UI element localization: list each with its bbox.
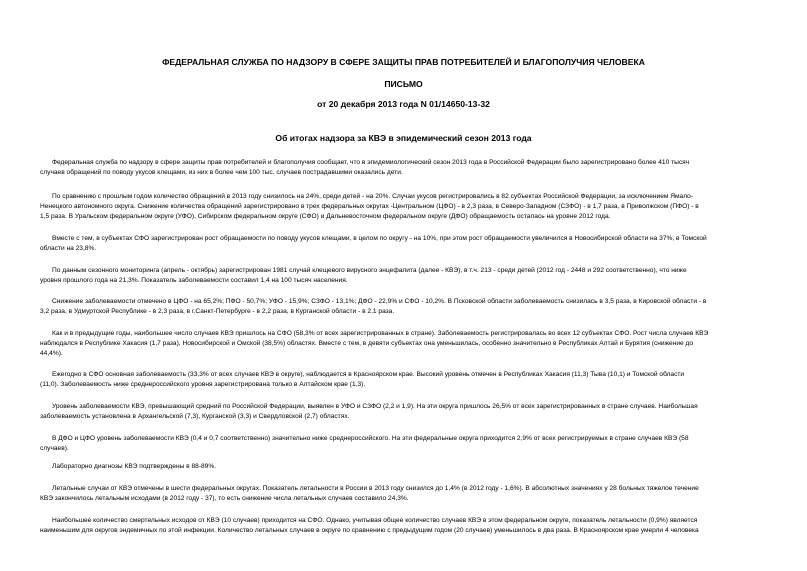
paragraph-line: В ДФО и ЦФО уровень заболеваемости КВЭ (0,4 и 0,7 соответственно) значительно ниже среднероссийского. На эти федеральные округа приходится 2,9% от всех регистрируемых в стране случаев КВЭ (58: [52, 435, 689, 442]
subject-heading: Об итогах надзора за КВЭ в эпидемический сезон 2013 года: [275, 133, 532, 143]
date-number-heading: от 20 декабря 2013 года N 01/14650-13-32: [317, 99, 490, 109]
paragraph-2: [40, 192, 807, 222]
paragraph-line: По сравнению с прошлым годом количество обращений в 2013 году снизилось на 24%, среди детей - на 20%. Случаи укусов регистрировались в 82 субъектах Российской Федерации, за исключением Ямало-: [52, 193, 693, 200]
paragraph-11: [40, 484, 807, 504]
paragraph-8: [40, 402, 807, 422]
paragraph-line: 3,2 раза, в Удмуртской Республике - в 2,3 раза, в г.Санкт-Петербурге - в 2,2 раза, в Курганской области - в 2,1 раза.: [40, 308, 395, 315]
paragraph-line: (11,0). Заболеваемость ниже среднероссийского уровня зарегистрирована только в Алтайском крае (1,3).: [40, 381, 366, 388]
paragraph-line: Ненецкого автономного округа. Снижение количества обращений зарегистрировано в трех федеральных округах -Центральном (ЦФО) - в 2,3 раза, в Северо-Западном (СЗФО) - в 1,7 раза, в Приволжском (ПФО) - в: [40, 203, 699, 210]
paragraph-line: наблюдался в Республике Хакасия (1,7 раза), Новосибирской и Омской (38,5%) областях. Вместе с тем, в девяти субъектах она уменьшилась, особенно значительно в Республиках Алтай и Бурятия (снижение до: [40, 340, 694, 347]
paragraph-line: Вместе с тем, в субъектах СФО зарегистрирован рост обращаемости по поводу укусов клещами, в целом по округу - на 10%, при этом рост обращаемости увеличился в Новосибирской области на 37%, в Томской: [52, 235, 707, 242]
agency-heading: ФЕДЕРАЛЬНАЯ СЛУЖБА ПО НАДЗОРУ В СФЕРЕ ЗАЩИТЫ ПРАВ ПОТРЕБИТЕЛЕЙ И БЛАГОПОЛУЧИЯ ЧЕЛОВЕКА: [162, 57, 645, 67]
paragraph-line: уровня прошлого года на 21,3%. Показатель заболеваемости составил 1,4 на 100 тысяч населения.: [40, 277, 348, 284]
paragraph-7: [40, 370, 807, 390]
paragraph-line: Лабораторно диагнозы КВЭ подтверждены в 88-89%.: [52, 463, 217, 470]
paragraph-6: [40, 329, 807, 359]
paragraph-9: [40, 434, 807, 454]
document-type-heading: ПИСЬМО: [384, 79, 423, 89]
paragraph-line: случаев).: [40, 445, 69, 452]
paragraph-line: Ежегодно в СФО основная заболеваемость (33,3% от всех случаев КВЭ в округе), наблюдается в Красноярском крае. Высокий уровень отмечен в Республиках Хакасия (11,3) Тыва (10,1) и Томской области: [52, 371, 685, 378]
paragraph-line: заболеваемость установлена в Архангельской (7,3), Курганской (3,3) и Свердловской (2,7) областях.: [40, 413, 350, 420]
paragraph-5: [40, 297, 807, 317]
paragraph-line: случаев обращений по поводу укусов клещами, из них в более чем 100 тыс. случаев пострадавшими оказались дети.: [40, 169, 403, 176]
paragraph-3: [40, 234, 807, 254]
paragraph-line: КВЭ закончилось летальным исходами (в 2012 году - 37), то есть снижение числа летальных случаев составило 24,3%.: [40, 495, 409, 502]
paragraph-line: По данным сезонного мониторинга (апрель - октябрь) зарегистрирован 1981 случай клещевого вирусного энцефалита (далее - КВЭ), в т.ч. 213 - среди детей (2012 год - 2448 и 292 соответственно), что ниже: [52, 267, 687, 274]
paragraph-line: Федеральная служба по надзору в сфере защиты прав потребителей и благополучия сообщает, что в эпидемиологический сезон 2013 года в Российской Федерации было зарегистрировано более 410 тысяч: [52, 159, 690, 166]
paragraph-line: наименьшим для округов эндемичных по этой инфекции. Количество летальных случаев в округе по сравнению с предыдущим годом (20 случаев) уменьшилось в два раза. В Красноярском крае умерли 4 человека: [40, 527, 699, 534]
paragraph-line: Как и в предыдущие годы, наибольшее число случаев КВЭ пришлось на СФО (58,3% от всех зарегистрированных в стране). Заболеваемость регистрировалась во всех 12 субъектах СФО. Рост числа случаев КВЭ: [52, 330, 709, 337]
paragraph-line: Летальные случаи от КВЭ отмечены в шести федеральных округах. Показатель летальности в России в 2013 году снизился до 1,4% (в 2012 году - 1,6%). В абсолютных значениях у 28 больных тяжелое течение: [52, 485, 699, 492]
paragraph-line: 44,4%).: [40, 350, 63, 357]
paragraph-line: области на 23,8%.: [40, 245, 97, 252]
paragraph-line: Уровень заболеваемости КВЭ, превышающий средний по Российской Федерации, выявлен в УФО и СЗФО (2,2 и 1,9). На эти округа пришлось 26,5% от всех зарегистрированных в стране случаев. Наибольшая: [52, 403, 698, 410]
paragraph-line: Наибольшее количество смертельных исходов от КВЭ (10 случаев) приходится на СФО. Однако, учитывая общее количество случаев КВЭ в этом федеральном округе, показатель летальности (0,9%) является: [52, 517, 698, 524]
paragraph-10: [40, 462, 807, 472]
paragraph-1: [40, 158, 807, 178]
paragraph-line: 1,5 раза. В Уральском федеральном округе (УФО), Сибирском федеральном округе (СФО) и Дальневосточном федеральном округе (ДФО) обращаемость осталась на уровне 2012 года.: [40, 213, 611, 220]
paragraph-line: Снижение заболеваемости отмечено в ЦФО - на 65,2%; ПФО - 50,7%; УФО - 15,9%; СЗФО - 13,1%; ДФО - 22,9% и СФО - 10,2%. В Псковской области заболеваемость снизилась в 3,5 раза, в Кировской области - в: [52, 298, 707, 305]
paragraph-4: [40, 266, 807, 286]
paragraph-12: [40, 516, 807, 536]
